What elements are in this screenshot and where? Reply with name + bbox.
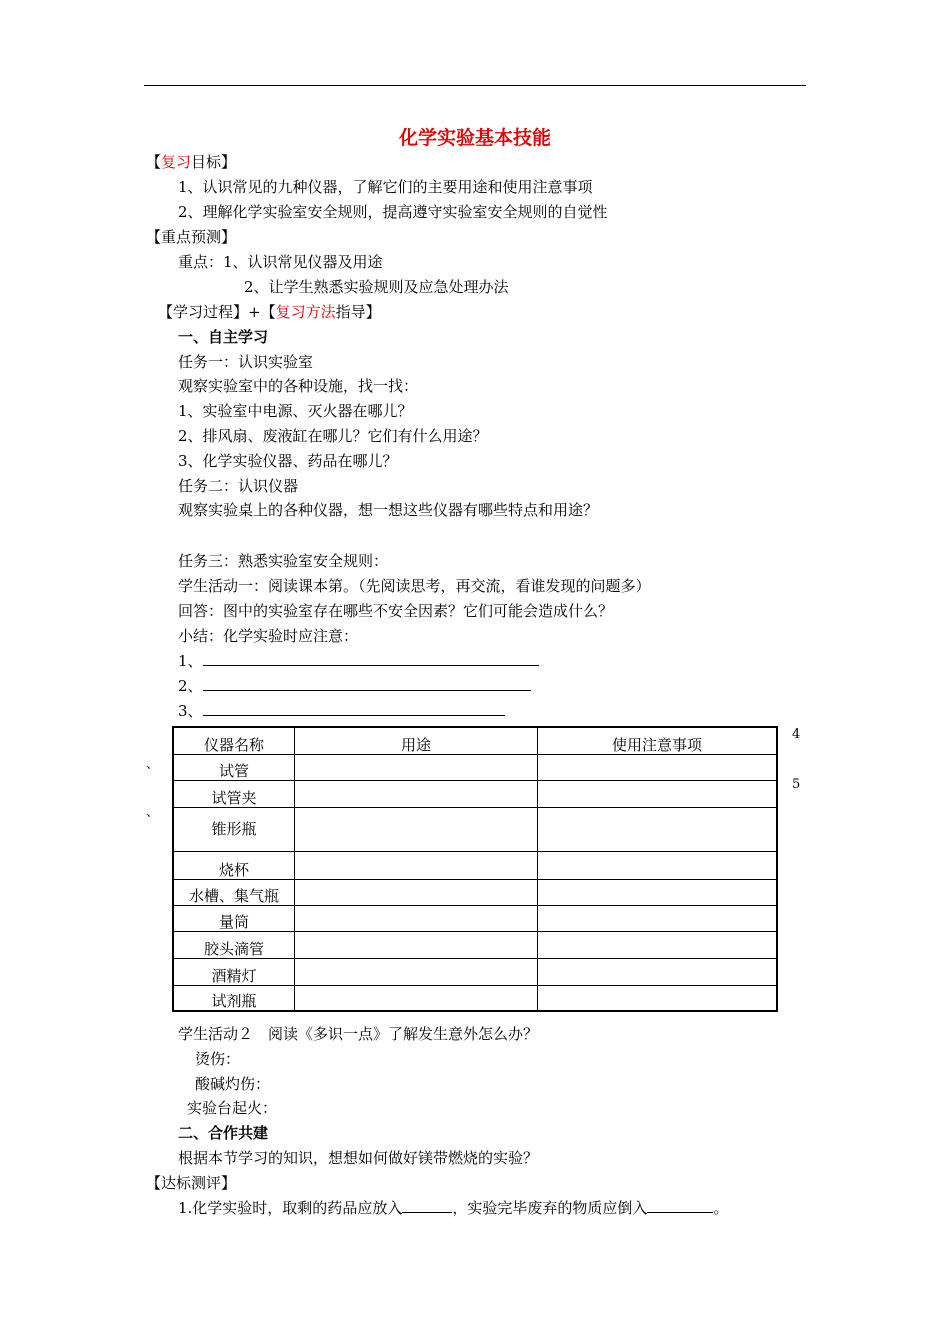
activity2-item: 酸碱灼伤：: [195, 1075, 271, 1093]
header-instrument-name: 仪器名称: [173, 727, 295, 754]
table-row: [173, 780, 777, 807]
instrument-name: 胶头滴管: [173, 931, 295, 958]
task3-line: 学生活动一：阅读课本第。（先阅读思考，再交流，看谁发现的问题多）: [178, 577, 651, 595]
side-tick: 、: [146, 757, 160, 772]
goal-item: 1、认识常见的九种仪器，了解它们的主要用途和使用注意事项: [178, 178, 593, 196]
process-heading-a: 【学习过程】+【: [158, 303, 276, 321]
header-precautions: 使用注意事项: [538, 727, 778, 754]
instrument-name: 烧杯: [173, 851, 295, 879]
activity2-item: 实验台起火：: [187, 1099, 278, 1117]
section-key-heading: 【重点预测】: [146, 228, 237, 246]
part2-heading: 二、合作共建: [178, 1124, 269, 1142]
answer-blank[interactable]: [203, 676, 531, 691]
blank-label: 1、: [178, 652, 203, 670]
instrument-name: 酒精灯: [173, 958, 295, 985]
instrument-name: 试剂瓶: [173, 985, 295, 1011]
purpose-cell[interactable]: [295, 931, 538, 958]
instrument-name: 试管: [173, 754, 295, 780]
q1-part-b: ，实验完毕废弃的物质应倒入: [452, 1199, 648, 1217]
answer-blank[interactable]: [203, 701, 505, 716]
table-row: [173, 851, 777, 879]
side-number: 5: [792, 777, 801, 792]
purpose-cell[interactable]: [295, 985, 538, 1011]
blank-label: 3、: [178, 702, 203, 720]
bracket-open: 【: [146, 153, 162, 171]
instrument-name: 锥形瓶: [173, 807, 295, 851]
table-row: [173, 905, 777, 931]
task3-line: 任务三：熟悉实验室安全规则：: [178, 552, 389, 570]
blank-line-3: [178, 701, 505, 721]
side-number: 4: [792, 727, 801, 742]
precautions-cell[interactable]: [538, 807, 778, 851]
part2-text: 根据本节学习的知识，想想如何做好镁带燃烧的实验？: [178, 1149, 539, 1167]
instrument-table: [172, 726, 778, 1012]
purpose-cell[interactable]: [295, 807, 538, 851]
precautions-cell[interactable]: [538, 754, 778, 780]
task-line: 观察实验室中的各种设施，找一找：: [178, 377, 419, 395]
question-1: [178, 1198, 728, 1218]
activity2-title: 学生活动２ 阅读《多识一点》了解发生意外怎么办？: [178, 1025, 539, 1043]
q1-part-a: 1.化学实验时，取剩的药品应放入: [178, 1199, 403, 1217]
answer-blank[interactable]: [203, 651, 539, 666]
purpose-cell[interactable]: [295, 905, 538, 931]
instrument-name: 量筒: [173, 905, 295, 931]
task3-line: 回答：图中的实验室存在哪些不安全因素？它们可能会造成什么？: [178, 602, 614, 620]
goal-heading-rest: 目标】: [191, 153, 237, 171]
process-heading-b: 指导】: [335, 303, 381, 321]
section-goal-heading: [146, 152, 236, 172]
blank-label: 2、: [178, 677, 203, 695]
task-line: 任务二：认识仪器: [178, 477, 299, 495]
precautions-cell[interactable]: [538, 780, 778, 807]
task-line: 1、实验室中电源、灭火器在哪儿？: [178, 402, 413, 420]
method-highlight: 复习方法: [275, 303, 336, 321]
side-tick: 、: [146, 805, 160, 820]
instrument-name: 试管夹: [173, 780, 295, 807]
precautions-cell[interactable]: [538, 905, 778, 931]
answer-blank[interactable]: [402, 1198, 452, 1213]
blank-line-1: [178, 651, 539, 671]
task-line: 3、化学实验仪器、药品在哪儿？: [178, 452, 398, 470]
precautions-cell[interactable]: [538, 958, 778, 985]
table-row: [173, 754, 777, 780]
precautions-cell[interactable]: [538, 985, 778, 1011]
precautions-cell[interactable]: [538, 931, 778, 958]
instrument-name: 水槽、集气瓶: [173, 879, 295, 905]
review-highlight: 复习: [161, 153, 192, 171]
purpose-cell[interactable]: [295, 780, 538, 807]
task-line: 任务一：认识实验室: [178, 353, 314, 371]
precautions-cell[interactable]: [538, 879, 778, 905]
task-line: 观察实验桌上的各种仪器，想一想这些仪器有哪些特点和用途？: [178, 501, 599, 519]
task3-line: 小结：化学实验时应注意：: [178, 627, 359, 645]
part1-heading: 一、自主学习: [178, 328, 269, 346]
key-item: 重点：1、认识常见仪器及用途: [178, 253, 383, 271]
purpose-cell[interactable]: [295, 958, 538, 985]
header-purpose: 用途: [295, 727, 538, 754]
table-row: [173, 958, 777, 985]
q1-part-c: 。: [713, 1199, 729, 1217]
table-row: [173, 985, 777, 1011]
section-test-heading: 【达标测评】: [146, 1174, 237, 1192]
purpose-cell[interactable]: [295, 754, 538, 780]
answer-blank[interactable]: [647, 1198, 713, 1213]
table-row: [173, 879, 777, 905]
activity2-item: 烫伤：: [195, 1050, 241, 1068]
table-row: [173, 807, 777, 851]
purpose-cell[interactable]: [295, 879, 538, 905]
table-header-row: [173, 727, 777, 754]
section-process-heading: [158, 302, 381, 322]
header-rule: [144, 85, 806, 86]
blank-line-2: [178, 676, 531, 696]
key-item: 2、让学生熟悉实验规则及应急处理办法: [244, 278, 509, 296]
precautions-cell[interactable]: [538, 851, 778, 879]
task-line: 2、排风扇、废液缸在哪儿？它们有什么用途？: [178, 427, 488, 445]
goal-item: 2、理解化学实验室安全规则，提高遵守实验室安全规则的自觉性: [178, 203, 608, 221]
table-row: [173, 931, 777, 958]
page-title: 化学实验基本技能: [398, 127, 551, 149]
purpose-cell[interactable]: [295, 851, 538, 879]
